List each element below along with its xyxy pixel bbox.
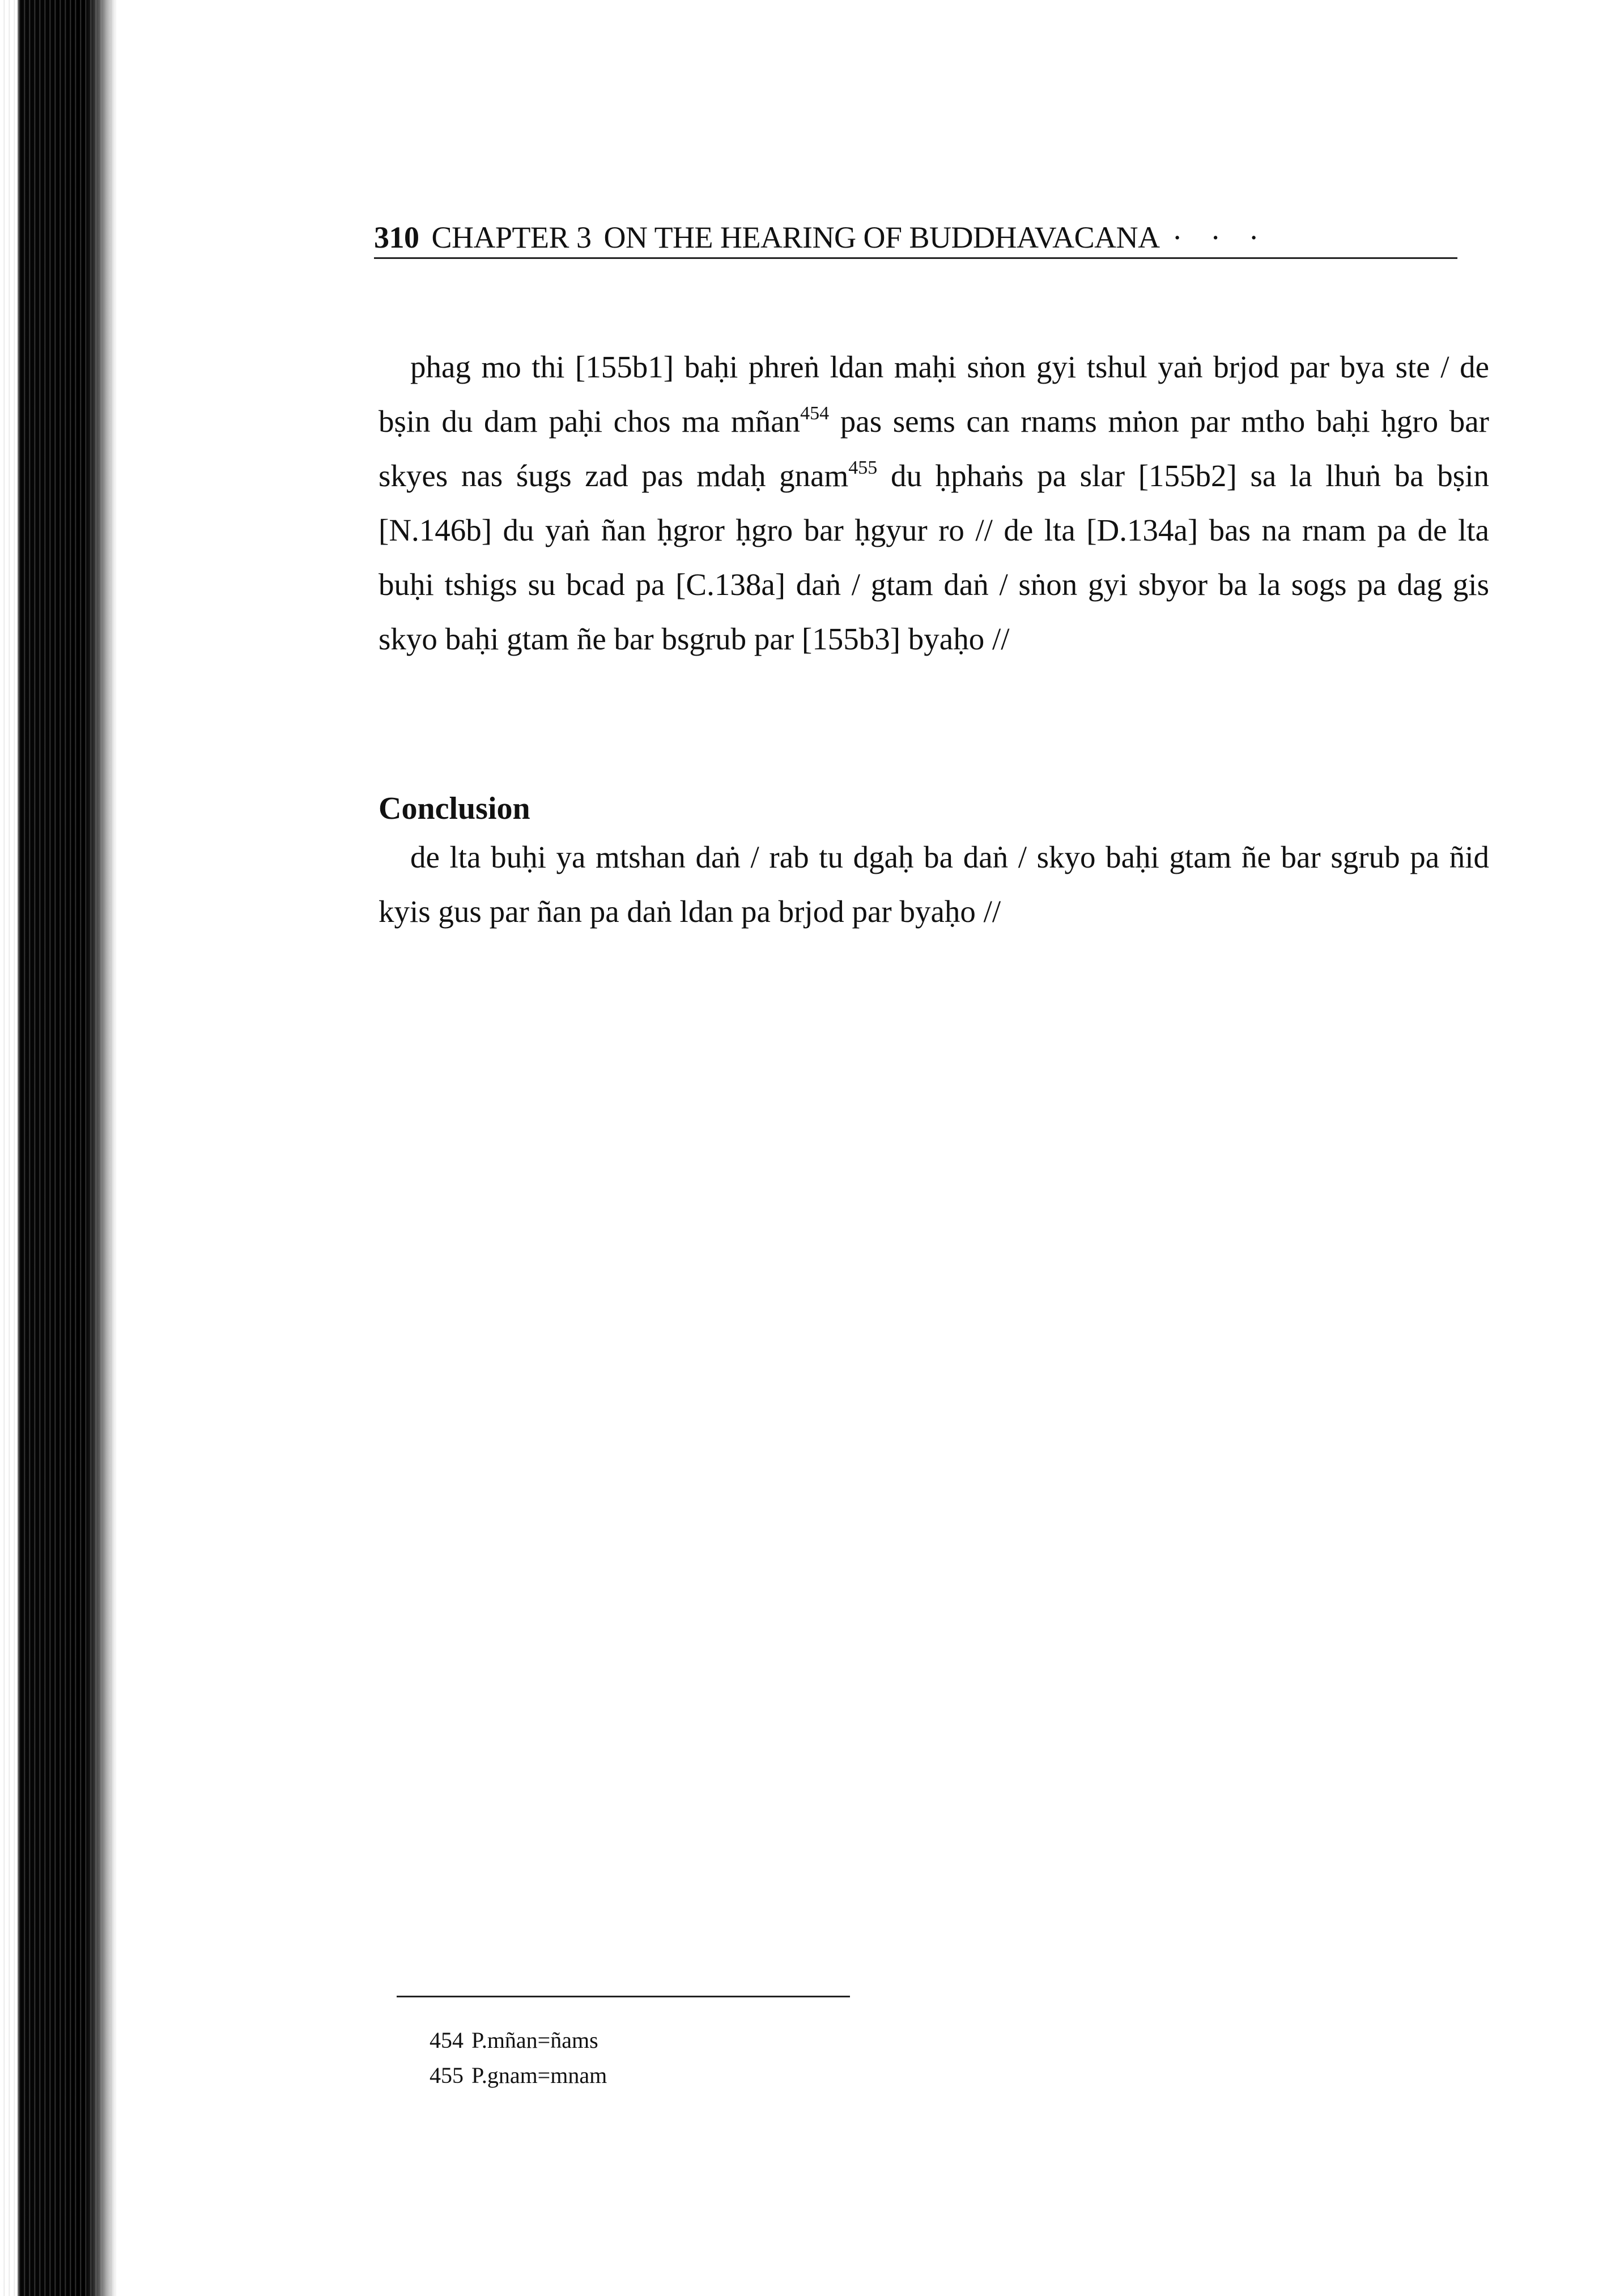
conclusion-paragraph: de lta buḥi ya mtshan daṅ / rab tu dgaḥ ba daṅ / skyo baḥi gtam ñe bar sgrub pa ñid kyis gus par ñan pa daṅ ldan pa brjod par byaḥo // xyxy=(379,840,1489,929)
chapter-title: ON THE HEARING OF BUDDHAVACANA xyxy=(603,220,1160,254)
body-text-3: du ḥphaṅs pa slar [155b2] sa la lhuṅ ba bṣin [N.146b] du yaṅ ñan ḥgror ḥgro bar ḥgyur ro // de lta [D.134a] bas na rnam pa de lta buḥi tshigs su bcad pa [C.138a] daṅ / gtam daṅ / sṅon gyi sbyor ba la sogs pa dag gis skyo baḥi gtam ñe bar bsgrub par [155b3] byaḥo // xyxy=(379,458,1489,656)
footnote-divider xyxy=(397,1996,850,1997)
section-heading-conclusion: Conclusion xyxy=(379,791,530,826)
footnote-number: 455 xyxy=(430,2063,464,2088)
footnote-text: P.gnam=mnam xyxy=(471,2063,607,2088)
body-text-2: pas sems can rnams mṅon par mtho baḥi ḥgro bar skyes nas śugs zad pas mdaḥ gnam xyxy=(379,404,1489,493)
footnote-454 xyxy=(430,2023,607,2058)
footnote-text: P.mñan=ñams xyxy=(471,2027,598,2053)
scan-binding-edge xyxy=(0,0,116,2296)
footnote-ref-454: 454 xyxy=(800,403,830,424)
page-number: 310 xyxy=(374,220,419,254)
header-dots: · · · xyxy=(1172,220,1269,254)
footnote-455 xyxy=(430,2058,607,2093)
chapter-label: CHAPTER 3 xyxy=(431,220,592,254)
footnote-ref-455: 455 xyxy=(848,457,878,478)
footnote-number: 454 xyxy=(430,2027,464,2053)
body-paragraph xyxy=(379,340,1489,666)
body-text-1: phag mo thi [155b1] baḥi phreṅ ldan maḥi sṅon gyi tshul yaṅ brjod par bya ste / de bṣin du dam paḥi chos ma mñan xyxy=(379,350,1489,439)
footnotes xyxy=(430,2023,607,2093)
running-header xyxy=(374,218,1457,259)
